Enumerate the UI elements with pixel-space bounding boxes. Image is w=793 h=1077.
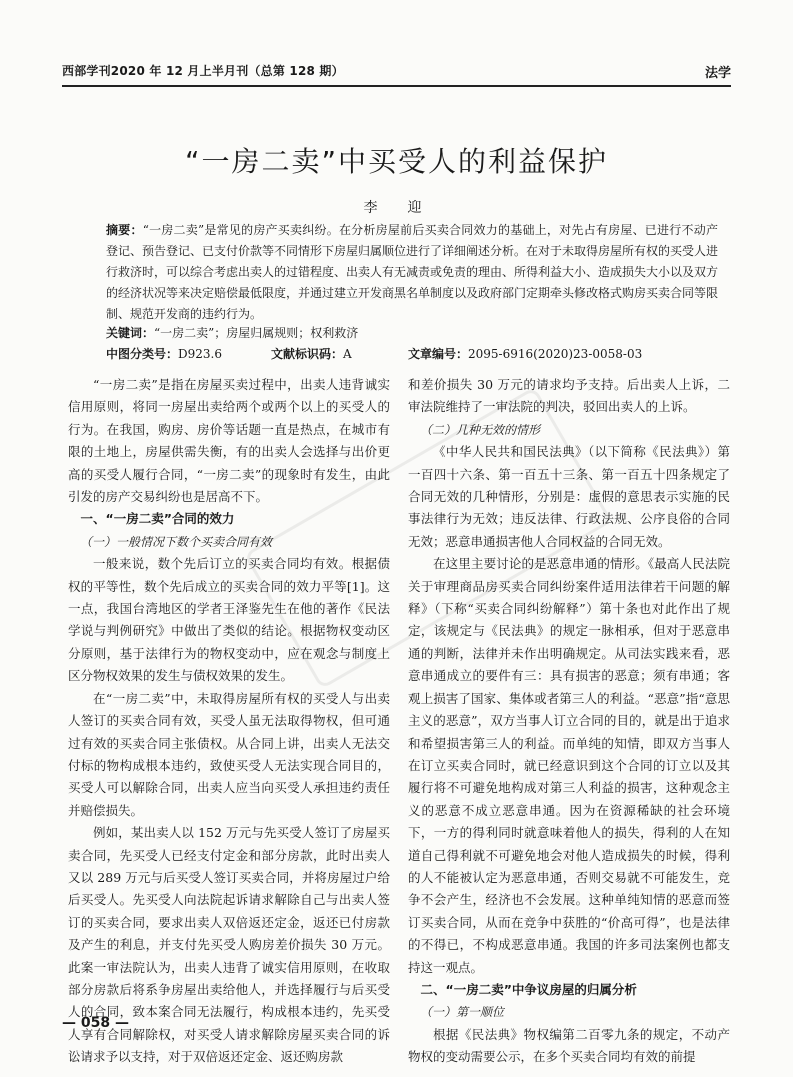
article-value: 2095-6916(2020)23-0058-03 — [468, 347, 643, 361]
clc-number — [106, 345, 222, 362]
header-divider — [62, 85, 731, 87]
abstract-text: “一房二卖”是常见的房产买卖纠纷。在分析房屋前后买卖合同效力的基础上，对先占有房屋、已进行不动产登记、预告登记、已支付价款等不同情形下房屋归属顺位进行了详细阐述分析。在对于未取得房屋所有权的买受人进行救济时，可以综合考虑出卖人的过错程度、出卖人有无减责或免责的理由、所得利益大小、造成损失大小以及双方的经济状况等来决定赔偿最低限度，并通过建立开发商黑名单制度以及政府部门定期牵头修改格式购房买卖合同等限制、规范开发商的违约行为。 — [106, 223, 719, 321]
body-paragraph: 在这里主要讨论的是恶意串通的情形。《最高人民法院关于审理商品房买卖合同纠纷案件适用法律若干问题的解释》（下称“买卖合同纠纷解释”）第十条也对此作出了规定，该规定与《民法典》的规定一脉相承，但对于恶意串通的判断，法律并未作出明确规定。从司法实践来看，恶意串通成立的要件有三：具有损害的恶意；须有串通；客观上损害了国家、集体或者第三人的利益。“恶意”指“意思主义的恶意”，双方当事人订立合同的目的，就是出于追求和希望损害第三人的利益。而单纯的知情，即双方当事人在订立买卖合同时，就已经意识到这个合同的订立以及其履行将不可避免地构成对第三人利益的损害，这种观念主义的恶意不成立恶意串通。因为在资源稀缺的社会环境下，一方的得利同时就意味着他人的损失，得利的人在知道自己得利就不可避免地会对他人造成损失的时候，得利的人不能被认定为恶意串通，否则交易就不可能发生，竞争不会产生，经济也不会发展。这种单纯知情的恶意而签订买卖合同，从而在竞争中获胜的“价高可得”，也是法律的不得已，不构成恶意串通。我国的许多司法案例也都支持这一观点。 — [408, 556, 730, 975]
clc-label: 中图分类号： — [106, 347, 179, 361]
document-code — [271, 345, 352, 362]
subsection-heading: （二）几种无效的情形 — [420, 422, 541, 437]
article-number — [408, 345, 642, 362]
page-number: — 058 — — [62, 1015, 129, 1031]
body-paragraph: 在“一房二卖”中，未取得房屋所有权的买受人与出卖人签订的买卖合同有效，买受人虽无法取得物权，但可通过有效的买卖合同主张债权。从合同上讲，出卖人无法交付标的物构成根本违约，致使买受人无法实现合同目的，买受人可以解除合同，出卖人应当向买受人承担违约责任并赔偿损失。 — [68, 690, 390, 818]
body-paragraph: 《中华人民共和国民法典》（以下简称《民法典》）第一百四十六条、第一百五十三条、第一百五十四条规定了合同无效的几种情形，分别是：虚假的意思表示实施的民事法律行为无效；违反法律、行政法规、公序良俗的合同无效；恶意串通损害他人合同权益的合同无效。 — [408, 444, 730, 549]
subsection-heading: （一）第一顺位 — [420, 1005, 505, 1020]
body-paragraph: 一般来说，数个先后订立的买卖合同均有效。根据债权的平等性，数个先后成立的买卖合同的效力平等[1]。这一点，我国台湾地区的学者王泽鉴先生在他的著作《民法学说与判例研究》中做出了类似的结论。根据物权变动区分原则，基于法律行为的物权变动中，应在观念与制度上区分物权效果的发生与债权效果的发生。 — [68, 556, 390, 684]
body-paragraph: 根据《民法典》物权编第二百零九条的规定，不动产物权的变动需要公示，在多个买卖合同均有效的前提 — [408, 1026, 730, 1065]
abstract-label: 摘要： — [106, 223, 143, 237]
clc-value: D923.6 — [178, 347, 222, 361]
article-label: 文章编号： — [408, 347, 469, 361]
body-paragraph: 例如，某出卖人以 152 万元与先买受人签订了房屋买卖合同，先买受人已经支付定金和部分房款，此时出卖人又以 289 万元与后买受人签订买卖合同，并将房屋过户给后买受人。先买受人向法院起诉请求解除自己与出卖人签订的买卖合同，要求出卖人双倍返还定金，返还已付房款及产生的利息，并支付先买受人购房差价损失 30 万元。此案一审法院认为，出卖人违背了诚实信用原则，在收取部分房款后将系争房屋出卖给他人，并选择履行与后买受人的合同，致本案合同无法履行，构成根本违约，先买受人享有合同解除权，对买受人请求解除房屋买卖合同的诉讼请求予以支持，对于双倍返还定金、返还购房款 — [68, 825, 390, 1065]
left-column — [68, 374, 390, 1069]
keywords-label: 关键词： — [106, 326, 155, 340]
body-paragraph: “一房二卖”是指在房屋买卖过程中，出卖人违背诚实信用原则，将同一房屋出卖给两个或两个以上的买受人的行为。在我国，购房、房价等话题一直是热点，在城市有限的土地上，房屋供需失衡，有的出卖人会选择与出价更高的买受人履行合同，“一房二卖”的现象时有发生，由此引发的房产交易纠纷也是居高不下。 — [68, 377, 390, 505]
body-paragraph: 和差价损失 30 万元的请求均予支持。后出卖人上诉，二审法院维持了一审法院的判决，驳回出卖人的上诉。 — [408, 377, 730, 415]
author-name: 李 迎 — [363, 200, 430, 216]
section-heading: 一、“一房二卖”合同的效力 — [80, 511, 235, 527]
keywords — [106, 324, 358, 341]
right-column — [408, 374, 730, 1069]
section-label: 法学 — [704, 66, 731, 81]
section-heading: 二、“一房二卖”中争议房屋的归属分析 — [420, 981, 637, 997]
article-title: “一房二卖”中买受人的利益保护 — [184, 145, 608, 178]
doc-label: 文献标识码： — [271, 347, 344, 361]
journal-header: 西部学刊2020 年 12 月上半月刊（总第 128 期） — [62, 64, 344, 78]
subsection-heading: （一）一般情况下数个买卖合同有效 — [80, 534, 273, 549]
doc-value: A — [343, 347, 352, 361]
keywords-text: “一房二卖”；房屋归属规则；权利救济 — [154, 326, 359, 340]
abstract — [106, 220, 718, 325]
